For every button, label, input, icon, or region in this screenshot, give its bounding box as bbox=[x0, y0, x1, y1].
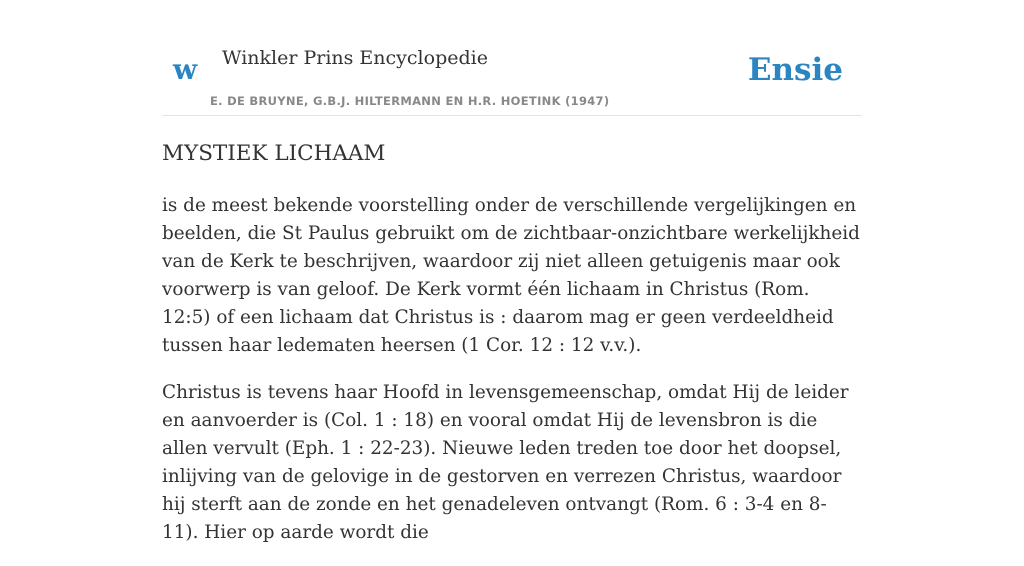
site-title[interactable]: Winkler Prins Encyclopedie bbox=[222, 47, 488, 69]
article-paragraph: Christus is tevens haar Hoofd in levensgemeenschap, omdat Hij de leider en aanvoerder is (Col. 1 : 18) en vooral omdat Hij de levensbron is die allen vervult (Eph. 1 : 22-23). Nieuwe leden treden toe door het doopsel, inlijving van de gelovige in de gestorven en verrezen Christus, waardoor hij sterft aan de zonde en het genadeleven ontvangt (Rom. 6 : 3-4 en 8-11). Hier op aarde wordt die bbox=[162, 382, 849, 543]
article-body bbox=[162, 192, 862, 566]
ensie-brand-link[interactable]: Ensie bbox=[747, 52, 843, 88]
article-title: MYSTIEK LICHAAM bbox=[162, 141, 386, 166]
header-divider bbox=[162, 115, 862, 116]
site-byline: E. DE BRUYNE, G.B.J. HILTERMANN EN H.R. HOETINK (1947) bbox=[210, 94, 610, 108]
logo-mark-icon[interactable]: w bbox=[173, 53, 198, 86]
article-paragraph: is de meest bekende voorstelling onder de verschillende vergelijkingen en beelden, die St Paulus gebruikt om de zichtbaar-onzichtbare werkelijkheid van de Kerk te beschrijven, waardoor zij niet alleen getuigenis maar ook voorwerp is van geloof. De Kerk vormt één lichaam in Christus (Rom. 12:5) of een lichaam dat Christus is : daarom mag er geen verdeeldheid tussen haar ledematen heersen (1 Cor. 12 : 12 v.v.). bbox=[162, 195, 860, 356]
